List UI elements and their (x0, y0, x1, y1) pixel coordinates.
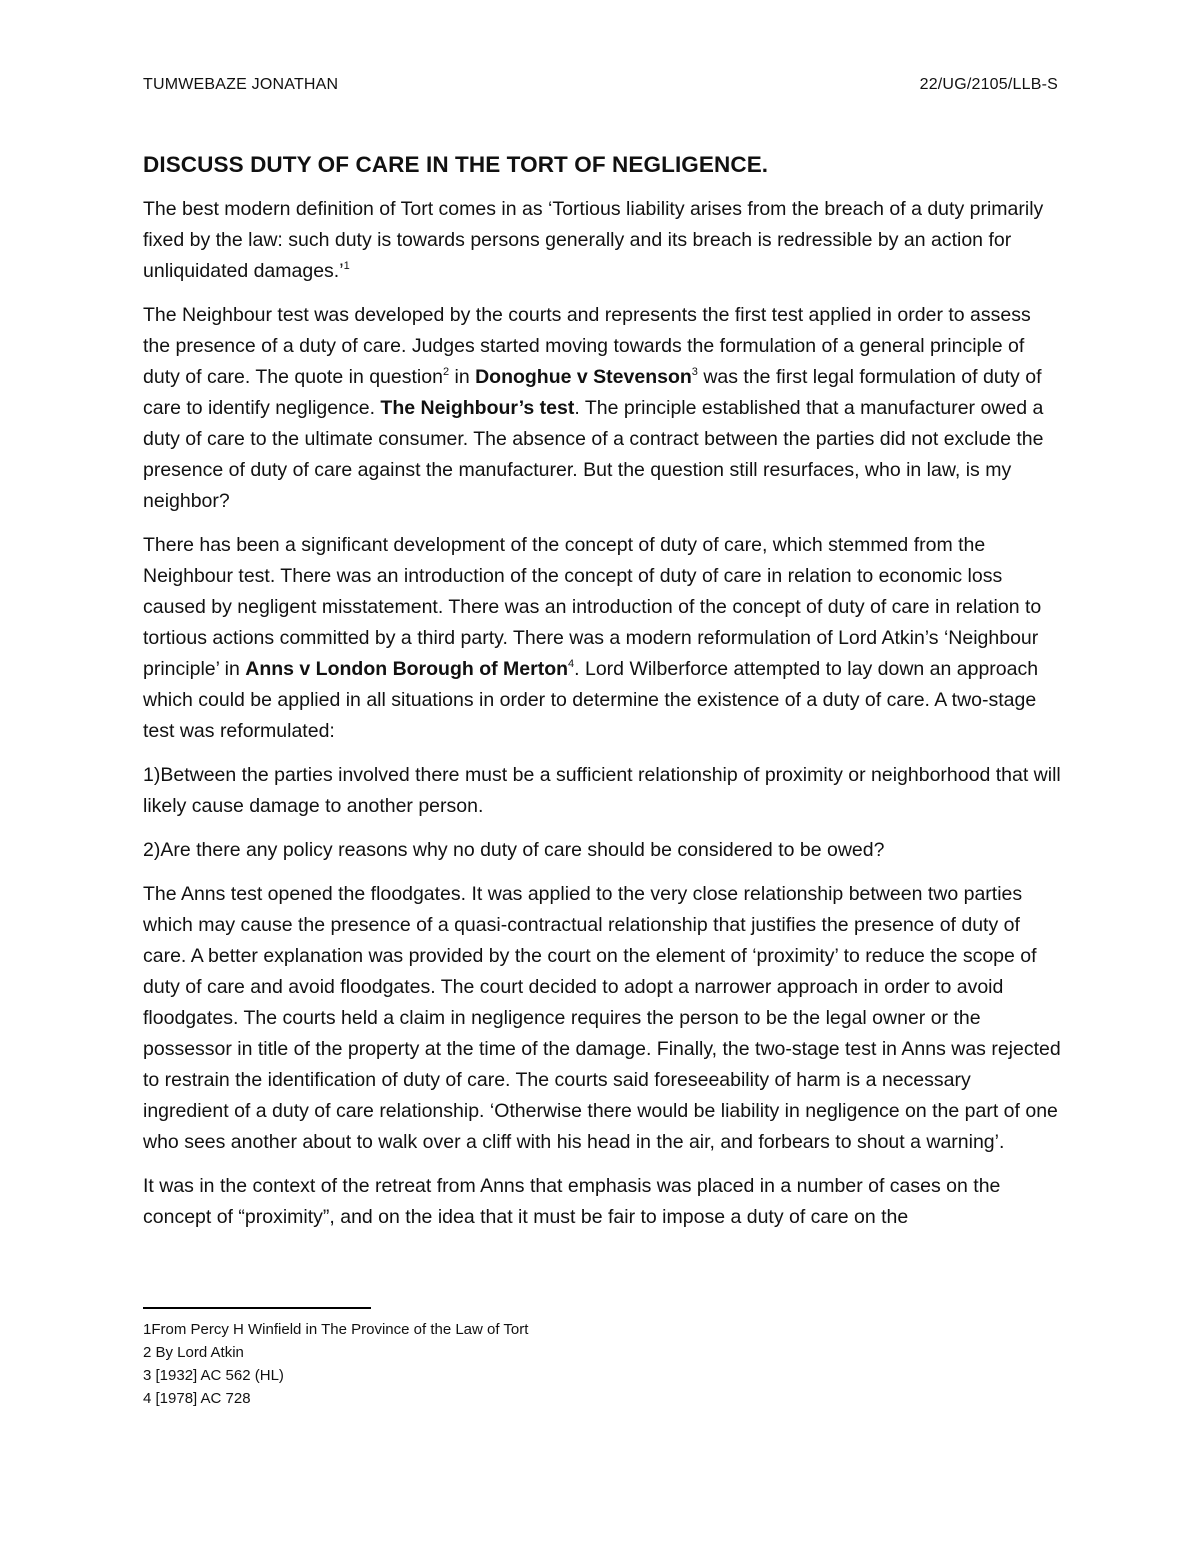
paragraph-text: The Neighbour test was developed by the courts and represents the first test applied in order to assess the presence of a duty of care. Judges started moving towards the formulation of a general principle of duty of care. The quote in question (143, 304, 1031, 388)
footnote-ref-2: 2 (442, 366, 450, 378)
footnote-2: 2 By Lord Atkin (143, 1344, 244, 1361)
case-name-donoghue: Donoghue v Stevenson (475, 366, 692, 388)
paragraph-anns-test: The Anns test opened the floodgates. It was applied to the very close relationship between two parties which may cause the presence of a quasi-contractual relationship that justifies the presence of duty of care. A better explanation was provided by the court on the element of ‘proximity’ to reduce the scope of duty of care and avoid floodgates. The court decided to adopt a narrower approach in order to avoid floodgates. The courts held a claim in negligence requires the person to be the legal owner or the possessor in title of the property at the time of the damage. Finally, the two-stage test in Anns was rejected to restrain the identification of duty of care. The courts said foreseeability of harm is a necessary ingredient of a duty of care relationship. ‘Otherwise there would be liability in negligence on the part of one who sees another about to walk over a cliff with his head in the air, and forbears to shout a warning’. (143, 883, 1061, 1153)
footnote-divider (143, 1307, 371, 1309)
page-title: DISCUSS DUTY OF CARE IN THE TORT OF NEGLIGENCE. (143, 152, 769, 177)
paragraph-development (143, 530, 1061, 747)
footnote-ref-1: 1 (343, 260, 350, 272)
paragraph-text: . Lord Wilberforce attempted to lay down an approach which could be applied in all situations in order to determine the existence of a duty of care. A two-stage test was reformulated: (143, 658, 1039, 742)
header-student-number: 22/UG/2105/LLB-S (919, 76, 1058, 93)
paragraph-stage-one: 1)Between the parties involved there must be a sufficient relationship of proximity or neighborhood that will likely cause damage to another person. (143, 764, 1061, 817)
footnotes (143, 1318, 528, 1410)
case-name-anns: Anns v London Borough of Merton (245, 658, 569, 680)
test-name-neighbour: The Neighbour’s test (380, 397, 575, 419)
paragraph-text: in (449, 366, 476, 388)
paragraph-text: The best modern definition of Tort comes in as ‘Tortious liability arises from the breach of a duty primarily fixed by the law: such duty is towards persons generally and its breach is redressible by an action for unliquidated damages.’ (143, 198, 1044, 282)
header-author: TUMWEBAZE JONATHAN (143, 76, 339, 93)
footnote-3: 3 [1932] AC 562 (HL) (143, 1367, 284, 1384)
footnote-4: 4 [1978] AC 728 (143, 1390, 251, 1407)
footnote-1: 1From Percy H Winfield in The Province of the Law of Tort (143, 1321, 529, 1338)
document-body (143, 150, 1061, 1246)
paragraph-text: . The principle established that a manufacturer owed a duty of care to the ultimate consumer. The absence of a contract between the parties did not exclude the presence of duty of care against the manufacturer. But the question still resurfaces, who in law, is my neighbor? (143, 397, 1044, 512)
paragraph-neighbour-test (143, 300, 1061, 517)
paragraph-definition (143, 194, 1061, 287)
paragraph-stage-two: 2)Are there any policy reasons why no duty of care should be considered to be owed? (143, 839, 885, 861)
footnote-ref-4: 4 (568, 658, 575, 670)
paragraph-text: There has been a significant development of the concept of duty of care, which stemmed from the Neighbour test. There was an introduction of the concept of duty of care in relation to economic loss caused by negligent misstatement. There was an introduction of the concept of duty of care in relation to tortious actions committed by a third party. There was a modern reformulation of Lord Atkin’s ‘Neighbour principle’ in (143, 534, 1042, 680)
footnote-ref-3: 3 (691, 366, 698, 378)
paragraph-text: was the first legal formulation of duty of care to identify negligence. (143, 366, 1042, 419)
paragraph-proximity: It was in the context of the retreat from Anns that emphasis was placed in a number of cases on the concept of “proximity”, and on the idea that it must be fair to impose a duty of care on the (143, 1175, 1001, 1228)
